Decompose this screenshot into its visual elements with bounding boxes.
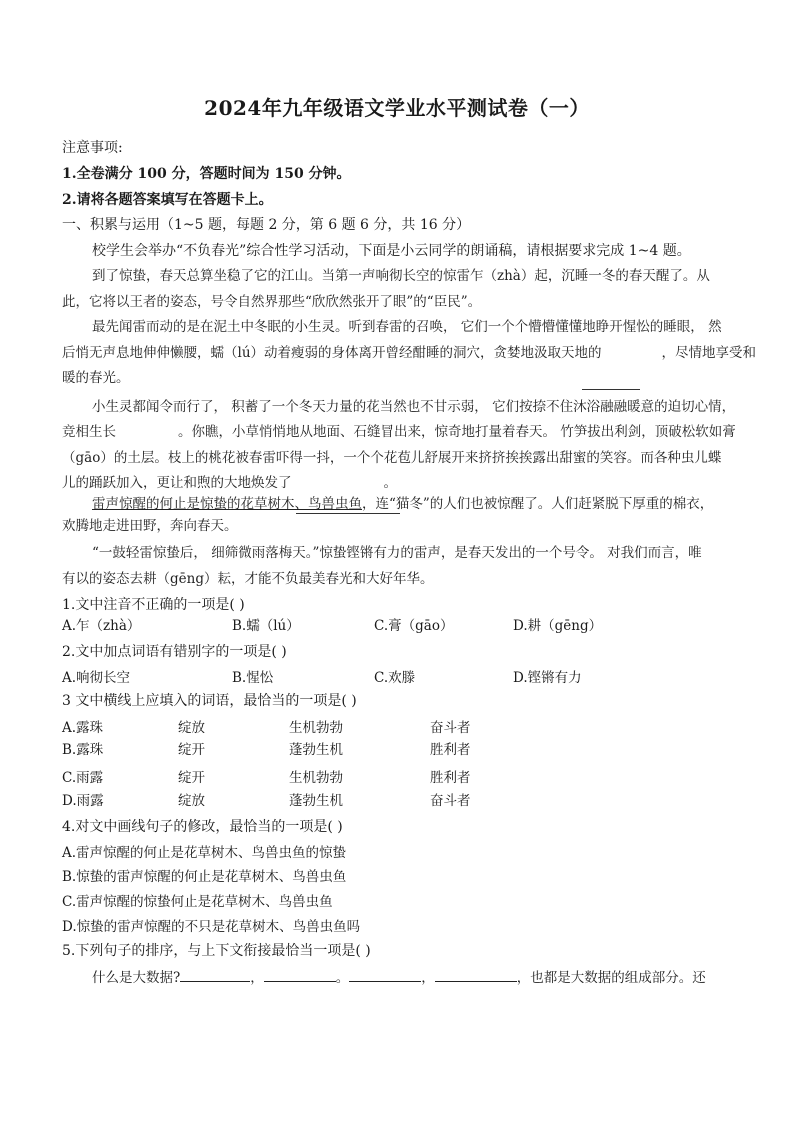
passage-text: ，尽情地享受和 [661, 345, 757, 361]
passage-line [92, 966, 706, 986]
passage-line [62, 471, 397, 491]
blank-rule [582, 389, 640, 390]
passage-text: 后悄无声息地伸伸懒腰，蠕（lú）动着瘦弱的身体离开曾经酣睡的洞穴，贪婪地汲取天地的 [62, 345, 602, 361]
answer-blank[interactable] [349, 967, 421, 982]
q1-option-a[interactable]: A.乍（zhà） [62, 618, 141, 634]
question-3-stem: 3 文中横线上应填入的词语，最恰当的一项是( ) [62, 693, 357, 709]
note-2: 2.请将各题答案填写在答题卡上。 [62, 192, 273, 208]
q3-cell: 蓬勃生机 [289, 742, 343, 758]
q4-option-b[interactable]: B.惊蛰的雷声惊醒的何止是花草树木、鸟兽虫鱼 [62, 869, 347, 885]
underlined-sentence: 雷声惊醒的何止是惊蛰的花草树木、鸟兽虫鱼 [92, 496, 362, 512]
q3-cell: 绽放 [178, 720, 205, 736]
answer-blank[interactable] [264, 967, 336, 982]
passage-line: （gāo）的土层。枝上的桃花被春雷吓得一抖，一个个花苞儿舒展开来挤挤挨挨露出甜蜜的笑容。而各种虫儿蝶 [62, 450, 722, 466]
passage-line: 此，它将以王者的姿态，号令自然界那些“欣欣然张开了眼”的“臣民”。 [62, 294, 482, 310]
q2-option-a[interactable]: A.响彻长空 [62, 670, 131, 686]
passage-text: 。你瞧，小草悄悄地从地面、石缝冒出来，惊奇地打量着春天。 竹笋拔出利剑，顶破松软如膏 [178, 424, 736, 440]
passage-line [62, 420, 736, 440]
question-4-stem: 4.对文中画线句子的修改，最恰当的一项是( ) [62, 819, 343, 835]
fill-blank [602, 343, 662, 357]
passage-line [92, 492, 713, 512]
passage-line: 到了惊蛰，春天总算坐稳了它的江山。当第一声响彻长空的惊雷乍（zhà）起，沉睡一冬的春天醒了。从 [92, 268, 710, 284]
q3-cell: 奋斗者 [430, 720, 471, 736]
question-5-stem: 5.下列句子的排序，与上下文衔接最恰当一项是( ) [62, 943, 371, 959]
passage-line: 暖的春光。 [62, 370, 130, 386]
q2-option-c[interactable]: C.欢滕 [374, 670, 416, 686]
q2-option-d[interactable]: D.铿锵有力 [513, 670, 582, 686]
q3-cell: 蓬勃生机 [289, 793, 343, 809]
q1-option-b[interactable]: B.蠕（lú） [232, 618, 300, 634]
fill-blank [292, 473, 384, 487]
fill-blank [116, 422, 178, 436]
q3-cell: 胜利者 [430, 770, 471, 786]
passage-text: 竞相生长 [62, 424, 116, 440]
q4-option-d[interactable]: D.惊蛰的雷声惊醒的不只是花草树木、鸟兽虫鱼吗 [62, 919, 361, 935]
q3-cell: 奋斗者 [430, 793, 471, 809]
section-1-heading: 一、积累与运用（1~5 题，每题 2 分，第 6 题 6 分，共 16 分） [62, 217, 471, 233]
passage-text: 。 [335, 970, 350, 986]
passage-text: 什么是大数据? [92, 970, 181, 986]
passage-line: 欢腾地走进田野，奔向春天。 [62, 518, 238, 534]
passage-text: ，也都是大数据的组成部分。还 [516, 970, 706, 986]
passage-text: ， [421, 970, 435, 986]
q3-option-a[interactable]: A.露珠 [62, 720, 104, 736]
q3-cell: 绽开 [178, 770, 205, 786]
passage-text: 儿的踊跃加入，更让和煦的大地焕发了 [62, 475, 292, 491]
q2-option-b[interactable]: B.惺忪 [232, 670, 274, 686]
intro-text: 校学生会举办“不负春光”综合性学习活动，下面是小云同学的朗诵稿，请根据要求完成 1~4 题。 [92, 243, 691, 259]
q3-option-d[interactable]: D.雨露 [62, 793, 104, 809]
blank-rule [296, 513, 400, 514]
q3-cell: 生机勃勃 [289, 770, 343, 786]
q4-option-c[interactable]: C.雷声惊醒的惊蛰何止是花草树木、鸟兽虫鱼 [62, 894, 333, 910]
q1-option-d[interactable]: D.耕（gēng） [513, 618, 603, 634]
passage-text: ，连“猫冬”的人们也被惊醒了。人们赶紧脱下厚重的棉衣， [362, 496, 714, 512]
q3-option-b[interactable]: B.露珠 [62, 742, 104, 758]
q3-cell: 绽放 [178, 793, 205, 809]
q3-cell: 胜利者 [430, 742, 471, 758]
passage-line: 小生灵都闻令而行了， 积蓄了一个冬天力量的花当然也不甘示弱， 它们按捺不住沐浴融融暖意的迫切心情， [92, 399, 736, 415]
passage-line: 有以的姿态去耕（gēng）耘，才能不负最美春光和大好年华。 [62, 571, 434, 587]
notes-heading: 注意事项: [62, 140, 123, 156]
q3-cell: 绽开 [178, 742, 205, 758]
exam-title: 2024年九年级语文学业水平测试卷（一） [204, 96, 590, 120]
passage-text: ， [250, 970, 264, 986]
passage-line [62, 341, 756, 361]
answer-blank[interactable] [180, 967, 250, 982]
question-2-stem: 2.文中加点词语有错别字的一项是( ) [62, 644, 287, 660]
q4-option-a[interactable]: A.雷声惊醒的何止是花草树木、鸟兽虫鱼的惊蛰 [62, 845, 347, 861]
passage-line: 最先闻雷而动的是在泥土中冬眠的小生灵。听到春雷的召唤， 它们一个个懵懵懂懂地睁开惺忪的睡眼， 然 [92, 319, 722, 335]
q1-option-c[interactable]: C.膏（gāo） [374, 618, 454, 634]
answer-blank[interactable] [435, 967, 517, 982]
q3-cell: 生机勃勃 [289, 720, 343, 736]
q3-option-c[interactable]: C.雨露 [62, 770, 104, 786]
note-1: 1.全卷满分 100 分，答题时间为 150 分钟。 [62, 166, 351, 182]
passage-text: 。 [383, 475, 397, 491]
question-1-stem: 1.文中注音不正确的一项是( ) [62, 597, 245, 613]
passage-line: “一鼓轻雷惊蛰后， 细筛微雨落梅天。”惊蛰铿锵有力的雷声，是春天发出的一个号令。 对我们而言，唯 [92, 545, 702, 561]
